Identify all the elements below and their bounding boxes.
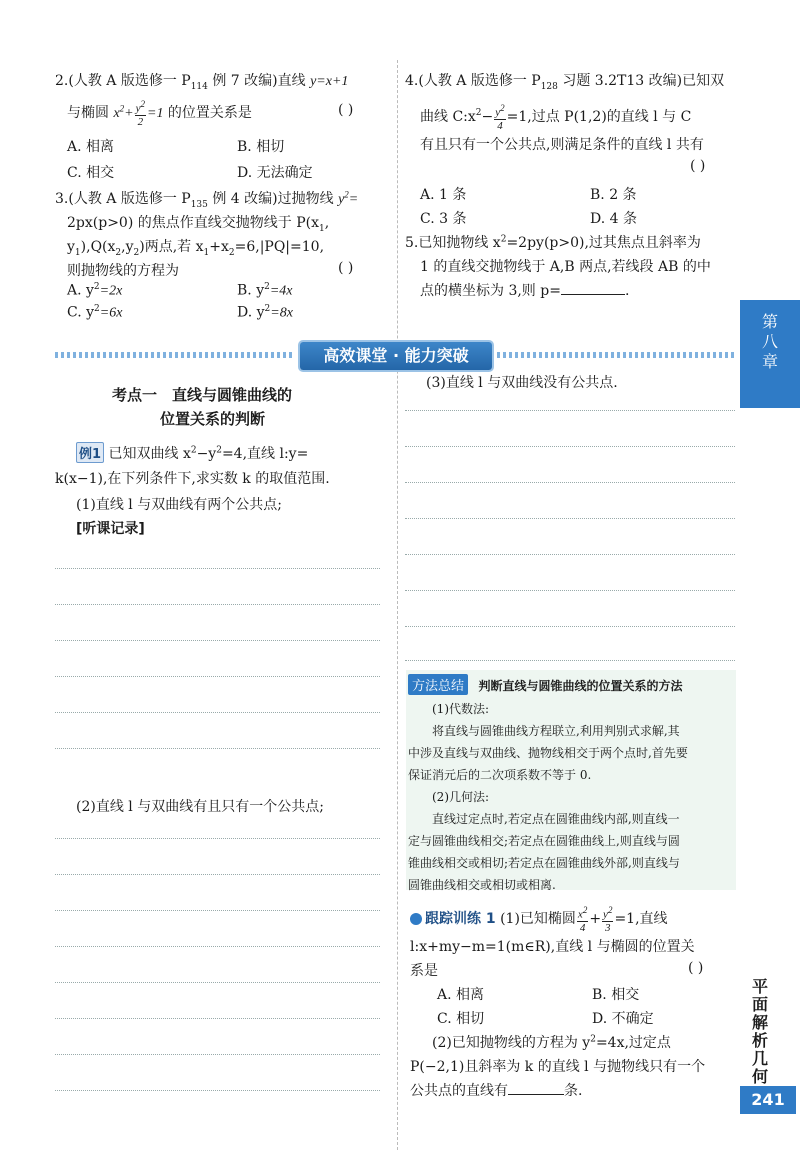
q2-answer-paren: ( ) (338, 102, 354, 118)
q2-option-c: C. 相交 (67, 165, 115, 181)
training-line3: 系是 (410, 963, 438, 979)
answer-line (55, 982, 380, 983)
q5-line1: 5.已知抛物线 $x^2=2py(p>0)$,过其焦点且斜率为 (405, 234, 701, 251)
example1-part1: (1)直线 l 与双曲线有两个公共点; (76, 497, 282, 513)
q4-option-b: B. 2 条 (590, 187, 637, 203)
training-option-d: D. 不确定 (592, 1011, 654, 1027)
training-part2-line3: 公共点的直线有 条. (410, 1083, 583, 1099)
training-part2-line2: P(−2,1)且斜率为 k 的直线 l 与抛物线只有一个 (410, 1059, 706, 1075)
q4-option-a: A. 1 条 (420, 187, 467, 203)
method-p2-line4: 圆锥曲线相交或相切或相离. (408, 878, 556, 892)
training-option-a: A. 相离 (437, 987, 485, 1003)
answer-line (55, 874, 380, 875)
method-p2-line1: 直线过定点时,若定点在圆锥曲线内部,则直线一 (432, 812, 680, 826)
q3-option-a: A. $y^2=2x$ (67, 282, 123, 299)
answer-line (55, 946, 380, 947)
kaodian-title-line1: 考点一 直线与圆锥曲线的 (112, 386, 293, 404)
method-tag: 方法总结 (408, 674, 468, 695)
subject-side-label: 平面解析几何 (752, 977, 769, 1086)
method-p1-line2: 中涉及直线与双曲线、抛物线相交于两个点时,首先要 (408, 746, 688, 760)
banner-rule-right (497, 352, 737, 358)
q4-answer-paren: ( ) (690, 158, 706, 174)
method-p1-line3: 保证消元后的二次项系数不等于 0. (408, 768, 592, 782)
answer-line (405, 590, 735, 591)
example1-line1: 例1 已知双曲线 $x^2-y^2=4$,直线 l:y= (76, 442, 308, 463)
q2-line2: 与椭圆 $x^2+$ $\frac{y^2}{2}$ =1 的位置关系是 (67, 99, 252, 128)
q4-line2: 曲线 $C:x^2-$ $\frac{y^2}{4}$ =1,过点 P(1,2)的直线 l 与 C (420, 103, 692, 132)
q3-line3: $y_1),Q(x_2,y_2)$两点,若 $x_1+x_2=6,|PQ|=10$, (67, 239, 325, 258)
answer-line (405, 410, 735, 411)
answer-line (405, 660, 735, 661)
q3-option-b: B. $y^2=4x$ (237, 282, 293, 299)
page-number: 241 (740, 1086, 796, 1114)
method-header (408, 674, 682, 695)
method-p1-head: (1)代数法: (432, 702, 490, 716)
method-p2-head: (2)几何法: (432, 790, 490, 804)
q3-option-c: C. $y^2=6x$ (67, 304, 123, 321)
training-option-b: B. 相交 (592, 987, 640, 1003)
answer-line (55, 1054, 380, 1055)
example1-part3: (3)直线 l 与双曲线没有公共点. (426, 375, 618, 391)
method-p2-line2: 定与圆锥曲线相交;若定点在圆锥曲线上,则直线与圆 (408, 834, 680, 848)
answer-line (55, 640, 380, 641)
q2-line1: 2.(人教 A 版选修一 $P_{114}$ 例 7 改编)直线 y=x+1 (55, 73, 349, 92)
training-icon (410, 913, 422, 925)
method-p2-line3: 锥曲线相交或相切;若定点在圆锥曲线外部,则直线与 (408, 856, 680, 870)
method-p1-line1: 将直线与圆锥曲线方程联立,利用判别式求解,其 (432, 724, 680, 738)
answer-line (405, 446, 735, 447)
training-tag: 跟踪训练 1 (410, 911, 496, 927)
answer-line (55, 676, 380, 677)
training-option-c: C. 相切 (437, 1011, 485, 1027)
kaodian-title-line2: 位置关系的判断 (160, 410, 266, 428)
chapter-side-tab: 第八章 (740, 300, 800, 408)
training-line2: l:x+my−m=1(m∈R),直线 l 与椭圆的位置关 (410, 939, 695, 955)
training-part2-line1: (2)已知抛物线的方程为 $y^2=4x$,过定点 (432, 1034, 671, 1051)
answer-line (405, 626, 735, 627)
answer-line (405, 554, 735, 555)
banner-rule-left (55, 352, 295, 358)
q2-option-d: D. 无法确定 (237, 165, 313, 181)
training-answer-paren: ( ) (688, 960, 704, 976)
q3-line4: 则抛物线的方程为 (67, 263, 179, 279)
q2-option-b: B. 相切 (237, 139, 285, 155)
q4-option-d: D. 4 条 (590, 211, 637, 227)
answer-line (55, 838, 380, 839)
q4-option-c: C. 3 条 (420, 211, 467, 227)
column-divider (397, 60, 398, 1150)
section-banner: 高效课堂 · 能力突破 (300, 342, 492, 370)
example1-tag: 例1 (76, 442, 104, 463)
q5-line3: 点的横坐标为 3,则 p= . (420, 283, 630, 299)
q2-option-a: A. 相离 (67, 139, 115, 155)
answer-line (55, 1090, 380, 1091)
answer-line (55, 568, 380, 569)
q5-line2: 1 的直线交抛物线于 A,B 两点,若线段 AB 的中 (420, 259, 711, 275)
example1-part2: (2)直线 l 与双曲线有且只有一个公共点; (76, 799, 324, 815)
q3-option-d: D. $y^2=8x$ (237, 304, 293, 321)
answer-line (55, 604, 380, 605)
q3-line2: 2px(p>0) 的焦点作直线交抛物线于 $P(x_1$, (67, 215, 330, 234)
method-title: 判断直线与圆锥曲线的位置关系的方法 (478, 679, 683, 693)
training-line1: 跟踪训练 1 (1)已知椭圆 $\frac{x^2}{4}$ + $\frac{y^2}{3}$ =1,直线 (410, 904, 668, 934)
example1-line2: k(x−1),在下列条件下,求实数 k 的取值范围. (55, 471, 330, 487)
answer-line (55, 748, 380, 749)
answer-line (405, 518, 735, 519)
answer-line (55, 712, 380, 713)
answer-line (55, 1018, 380, 1019)
q4-line3: 有且只有一个公共点,则满足条件的直线 l 共有 (420, 137, 704, 153)
q3-line1: 3.(人教 A 版选修一 $P_{135}$ 例 4 改编)过抛物线 $y^2=$ (55, 189, 359, 210)
q4-line1: 4.(人教 A 版选修一 $P_{128}$ 习题 3.2T13 改编)已知双 (405, 73, 725, 92)
q3-answer-paren: ( ) (338, 260, 354, 276)
answer-line (55, 910, 380, 911)
answer-line (405, 482, 735, 483)
listening-record-label: [听课记录] (76, 521, 145, 537)
